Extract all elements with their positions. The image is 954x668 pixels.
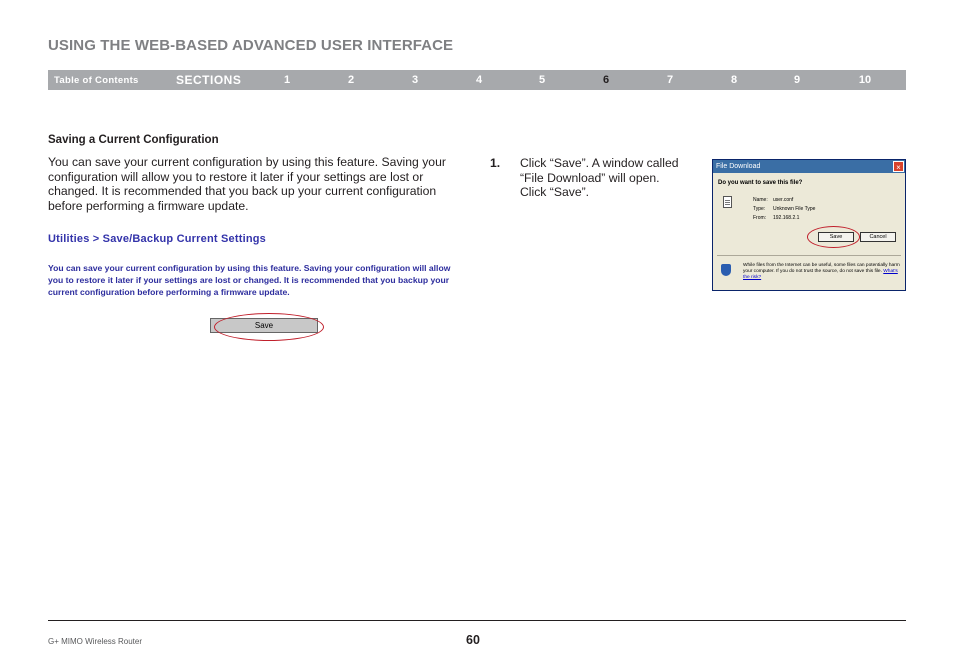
warning-text: While files from the Internet can be useful, some files can potentially harm your computer. If you do not trust the source, do not save this file. (743, 263, 900, 274)
section-link-6-active[interactable]: 6 (602, 74, 610, 86)
page-header-title: USING THE WEB-BASED ADVANCED USER INTERFACE (48, 37, 454, 54)
dialog-title: File Download (713, 160, 905, 173)
section-heading: Saving a Current Configuration (48, 134, 219, 146)
sections-label: SECTIONS (176, 73, 242, 87)
file-download-dialog (712, 159, 906, 291)
section-nav-bar (48, 70, 906, 90)
dialog-question: Do you want to save this file? (718, 180, 803, 186)
section-link-5[interactable]: 5 (538, 74, 546, 86)
file-name-row (753, 197, 793, 203)
file-type-row (753, 206, 815, 212)
table-of-contents-link[interactable]: Table of Contents (54, 75, 139, 86)
screenshot-description: You can save your current configuration by using this feature. Saving your configuration will allow you to restore it later if your settings are lost or changed. It is recommended that you backup your current configuration before performing a firmware update. (48, 263, 451, 297)
close-icon[interactable]: × (893, 161, 904, 172)
footer-product-name: G+ MIMO Wireless Router (48, 637, 143, 646)
name-value: user.conf (773, 197, 794, 203)
intro-paragraph: You can save your current configuration by using this feature. Saving your configuration will allow you to restore it later if your settings are lost or changed. It is recommended that you back up your current configuration before performing a firmware update. (48, 155, 446, 213)
save-configuration-button[interactable]: Save (210, 318, 318, 333)
section-link-10[interactable]: 10 (858, 74, 872, 86)
section-link-3[interactable]: 3 (411, 74, 419, 86)
dialog-divider (717, 255, 901, 256)
section-link-4[interactable]: 4 (475, 74, 483, 86)
screenshot-page-title: Utilities > Save/Backup Current Settings (48, 233, 266, 245)
footer-divider (48, 620, 906, 621)
type-value: Unknown File Type (773, 206, 816, 212)
section-link-9[interactable]: 9 (793, 74, 801, 86)
from-value: 192.168.2.1 (773, 215, 800, 221)
risk-link[interactable]: What's the risk? (743, 269, 898, 280)
page-number: 60 (466, 633, 480, 647)
file-icon (723, 196, 732, 208)
dialog-save-button[interactable]: Save (818, 232, 854, 242)
from-label: From: (753, 215, 767, 221)
shield-icon (721, 264, 731, 276)
dialog-warning (743, 263, 901, 281)
name-label: Name: (753, 197, 768, 203)
dialog-cancel-button[interactable]: Cancel (860, 232, 896, 242)
step-text: Click “Save”. A window called “File Download” will open. Click “Save”. (520, 156, 679, 199)
section-link-1[interactable]: 1 (283, 74, 291, 86)
file-from-row (753, 215, 799, 221)
highlight-ellipse (214, 313, 324, 341)
dialog-highlight-ellipse (807, 226, 860, 248)
section-link-2[interactable]: 2 (347, 74, 355, 86)
step-number: 1. (490, 156, 501, 170)
type-label: Type: (753, 206, 766, 212)
section-link-8[interactable]: 8 (730, 74, 738, 86)
section-link-7[interactable]: 7 (666, 74, 674, 86)
